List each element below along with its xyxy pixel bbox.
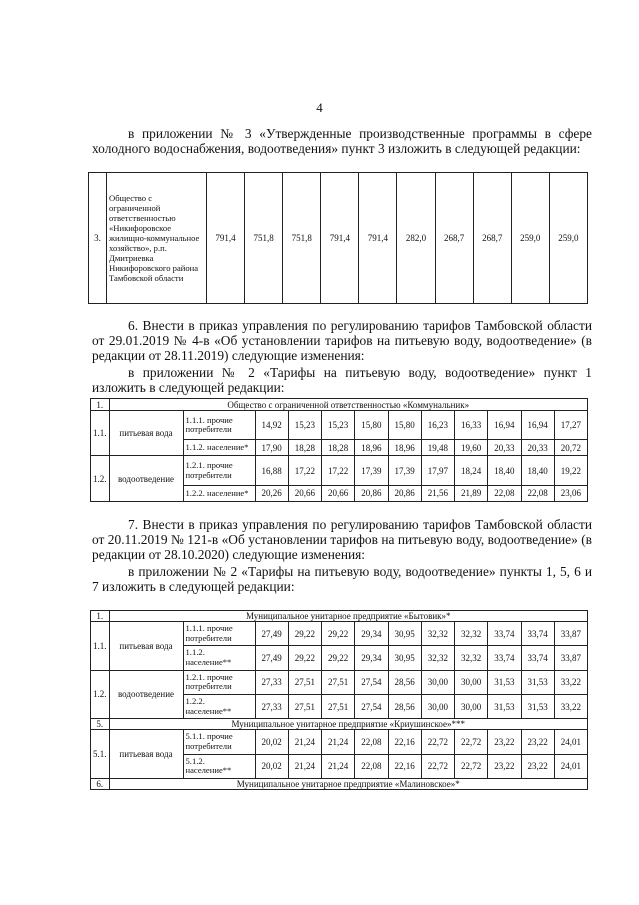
- tariff-cell: 16,94: [521, 411, 554, 440]
- tariff-cell: 32,32: [421, 622, 454, 646]
- tariff-cell: 19,22: [554, 456, 587, 485]
- group-number: 1.2.: [91, 456, 110, 502]
- service-name: питьевая вода: [109, 622, 183, 671]
- tariff-cell: 20,02: [255, 730, 288, 754]
- tariff-cell: 18,96: [355, 440, 388, 456]
- tariff-cell: 20,33: [488, 440, 521, 456]
- tariff-cell: 31,53: [488, 694, 521, 718]
- row-number: 3.: [89, 173, 107, 304]
- tariff-cell: 31,53: [521, 694, 554, 718]
- tariff-cell: 19,60: [455, 440, 488, 456]
- tariff-cell: 22,72: [455, 730, 488, 754]
- tariff-cell: 23,22: [488, 754, 521, 778]
- value-cell: 791,4: [321, 173, 359, 304]
- consumer-category: 1.2.2. население*: [183, 485, 255, 501]
- tariff-cell: 27,49: [255, 646, 288, 670]
- consumer-category: 1.1.2. население**: [183, 646, 255, 670]
- consumer-category: 5.1.1. прочие потребители: [183, 730, 255, 754]
- table-header-row: [91, 779, 588, 790]
- tariff-cell: 30,95: [388, 622, 421, 646]
- tariff-cell: 33,87: [554, 646, 587, 670]
- tariff-cell: 31,53: [488, 670, 521, 694]
- tariff-cell: 29,22: [288, 646, 321, 670]
- table-header-row: [91, 611, 588, 622]
- tariff-cell: 21,24: [288, 754, 321, 778]
- table-row: [91, 411, 588, 440]
- consumer-category: 1.2.1. прочие потребители: [183, 456, 255, 485]
- organization-header: Муниципальное унитарное предприятие «Бытовик»*: [109, 611, 588, 622]
- tariff-cell: 20,02: [255, 754, 288, 778]
- tariff-cell: 33,74: [488, 646, 521, 670]
- tariff-cell: 20,66: [288, 485, 321, 501]
- value-cell: 751,8: [283, 173, 321, 304]
- tariff-cell: 20,26: [255, 485, 288, 501]
- tariff-cell: 18,24: [455, 456, 488, 485]
- value-cell: 259,0: [549, 173, 587, 304]
- tariff-cell: 30,00: [421, 670, 454, 694]
- tariff-cell: 32,32: [455, 646, 488, 670]
- tariff-cell: 21,56: [421, 485, 454, 501]
- organization-name: Общество с ограниченной ответственностью «Никифоровское жилищно-коммунальное хозяйство», р.п. Дмитриевка Никифоровского района Тамбовской области: [107, 173, 207, 304]
- tariff-cell: 22,08: [355, 730, 388, 754]
- tariff-cell: 27,51: [322, 694, 355, 718]
- tariff-cell: 24,01: [554, 754, 587, 778]
- tariff-cell: 27,51: [288, 670, 321, 694]
- tariff-cell: 32,32: [455, 622, 488, 646]
- tariff-cell: 16,23: [421, 411, 454, 440]
- tariff-cell: 22,08: [521, 485, 554, 501]
- tariff-cell: 17,39: [388, 456, 421, 485]
- tariff-cell: 20,86: [355, 485, 388, 501]
- service-name: водоотведение: [109, 456, 183, 502]
- tariff-cell: 17,22: [322, 456, 355, 485]
- tariff-cell: 31,53: [521, 670, 554, 694]
- tariff-cell: 16,88: [255, 456, 288, 485]
- tariff-cell: 17,27: [554, 411, 587, 440]
- consumer-category: 1.2.2. население**: [183, 694, 255, 718]
- tariff-cell: 33,74: [488, 622, 521, 646]
- tariff-cell: 29,34: [355, 646, 388, 670]
- tariff-cell: 33,87: [554, 622, 587, 646]
- table-row: [91, 622, 588, 646]
- tariff-cell: 18,40: [488, 456, 521, 485]
- value-cell: 268,7: [435, 173, 473, 304]
- tariff-cell: 27,49: [255, 622, 288, 646]
- table-row: [91, 670, 588, 694]
- tariff-cell: 21,24: [322, 730, 355, 754]
- tariff-cell: 29,22: [322, 622, 355, 646]
- tariff-cell: 22,16: [388, 754, 421, 778]
- tariff-cell: 22,72: [421, 730, 454, 754]
- tariff-cell: 15,80: [388, 411, 421, 440]
- organization-header: Муниципальное унитарное предприятие «Малиновское»*: [109, 779, 588, 790]
- table-row: [89, 173, 588, 304]
- tariff-cell: 23,22: [521, 730, 554, 754]
- tariff-cell: 14,92: [255, 411, 288, 440]
- page-number: 4: [316, 100, 323, 115]
- service-name: водоотведение: [109, 670, 183, 719]
- tariff-cell: 27,33: [255, 670, 288, 694]
- consumer-category: 5.1.2. население**: [183, 754, 255, 778]
- section-number: 1.: [91, 399, 110, 411]
- tariff-cell: 22,08: [355, 754, 388, 778]
- organization-header: Общество с ограниченной ответственностью «Коммунальник»: [109, 399, 588, 411]
- section-number: 1.: [91, 611, 110, 622]
- tariff-cell: 29,22: [322, 646, 355, 670]
- tariff-cell: 21,24: [322, 754, 355, 778]
- tariff-cell: 30,95: [388, 646, 421, 670]
- value-cell: 751,8: [245, 173, 283, 304]
- tariff-cell: 18,28: [288, 440, 321, 456]
- tariff-cell: 29,22: [288, 622, 321, 646]
- tariff-cell: 17,39: [355, 456, 388, 485]
- tariff-cell: 15,23: [288, 411, 321, 440]
- table-row: [91, 456, 588, 485]
- group-number: 1.1.: [91, 622, 110, 671]
- tariff-cell: 16,33: [455, 411, 488, 440]
- tariff-cell: 15,80: [355, 411, 388, 440]
- tariff-cell: 20,66: [322, 485, 355, 501]
- paragraph-6-instruction: в приложении № 2 «Тарифы на питьевую воду, водоотведение» пункт 1 изложить в следующей редакции:: [92, 365, 592, 395]
- tariff-cell: 23,22: [488, 730, 521, 754]
- consumer-category: 1.2.1. прочие потребители: [183, 670, 255, 694]
- tariff-cell: 27,51: [322, 670, 355, 694]
- tariff-cell: 27,54: [355, 670, 388, 694]
- production-program-table: [88, 172, 588, 304]
- service-name: питьевая вода: [109, 411, 183, 456]
- tariff-cell: 30,00: [455, 670, 488, 694]
- tariff-cell: 17,97: [421, 456, 454, 485]
- tariff-cell: 20,86: [388, 485, 421, 501]
- tariff-cell: 27,51: [288, 694, 321, 718]
- tariff-cell: 22,72: [455, 754, 488, 778]
- tariff-cell: 23,22: [521, 754, 554, 778]
- tariff-cell: 23,06: [554, 485, 587, 501]
- tariff-cell: 16,94: [488, 411, 521, 440]
- tariff-cell: 32,32: [421, 646, 454, 670]
- section-number: 5.: [91, 719, 110, 730]
- tariff-cell: 33,22: [554, 670, 587, 694]
- value-cell: 791,4: [207, 173, 245, 304]
- tariff-cell: 20,72: [554, 440, 587, 456]
- tariff-cell: 30,00: [421, 694, 454, 718]
- table-header-row: [91, 399, 588, 411]
- group-number: 5.1.: [91, 730, 110, 779]
- value-cell: 791,4: [359, 173, 397, 304]
- value-cell: 282,0: [397, 173, 435, 304]
- paragraph-7-instruction: в приложении № 2 «Тарифы на питьевую воду, водоотведение» пункты 1, 5, 6 и 7 изложить в следующей редакции:: [92, 564, 592, 594]
- section-number: 6.: [91, 779, 110, 790]
- tariff-cell: 24,01: [554, 730, 587, 754]
- tariff-cell: 28,56: [388, 670, 421, 694]
- tariff-cell: 29,34: [355, 622, 388, 646]
- consumer-category: 1.1.1. прочие потребители: [183, 622, 255, 646]
- tariff-cell: 22,08: [488, 485, 521, 501]
- tariff-cell: 18,28: [322, 440, 355, 456]
- tariff-cell: 30,00: [455, 694, 488, 718]
- tariff-cell: 22,16: [388, 730, 421, 754]
- value-cell: 259,0: [511, 173, 549, 304]
- paragraph-6-amendment: 6. Внести в приказ управления по регулированию тарифов Тамбовской области от 29.01.2019 № 4-в «Об установлении тарифов на питьевую воду, водоотведение» (в редакции от 28.11.2019) следующие изменения:: [92, 318, 592, 363]
- tariff-cell: 28,56: [388, 694, 421, 718]
- tariff-cell: 22,72: [421, 754, 454, 778]
- consumer-category: 1.1.1. прочие потребители: [183, 411, 255, 440]
- group-number: 1.1.: [91, 411, 110, 456]
- tariffs-table-kommunalnik: [90, 398, 588, 502]
- organization-header: Муниципальное унитарное предприятие «Криушинское»***: [109, 719, 588, 730]
- paragraph-7-amendment: 7. Внести в приказ управления по регулированию тарифов Тамбовской области от 20.11.2019 № 121-в «Об установлении тарифов на питьевую воду, водоотведение» (в редакции от 28.10.2020) следующие изменения:: [92, 517, 592, 562]
- tariff-cell: 27,54: [355, 694, 388, 718]
- tariff-cell: 21,24: [288, 730, 321, 754]
- tariff-cell: 20,33: [521, 440, 554, 456]
- value-cell: 268,7: [473, 173, 511, 304]
- table-header-row: [91, 719, 588, 730]
- paragraph-intro: в приложении № 3 «Утвержденные производственные программы в сфере холодного водоснабжения, водоотведения» пункт 3 изложить в следующей редакции:: [92, 126, 592, 156]
- group-number: 1.2.: [91, 670, 110, 719]
- tariff-cell: 18,40: [521, 456, 554, 485]
- tariff-cell: 19,48: [421, 440, 454, 456]
- tariff-cell: 21,89: [455, 485, 488, 501]
- tariff-cell: 33,74: [521, 646, 554, 670]
- tariff-cell: 33,22: [554, 694, 587, 718]
- service-name: питьевая вода: [109, 730, 183, 779]
- tariff-cell: 17,90: [255, 440, 288, 456]
- tariff-cell: 17,22: [288, 456, 321, 485]
- tariffs-table-municipal: [90, 610, 588, 790]
- consumer-category: 1.1.2. население*: [183, 440, 255, 456]
- tariff-cell: 33,74: [521, 622, 554, 646]
- tariff-cell: 18,96: [388, 440, 421, 456]
- tariff-cell: 27,33: [255, 694, 288, 718]
- tariff-cell: 15,23: [322, 411, 355, 440]
- table-row: [91, 730, 588, 754]
